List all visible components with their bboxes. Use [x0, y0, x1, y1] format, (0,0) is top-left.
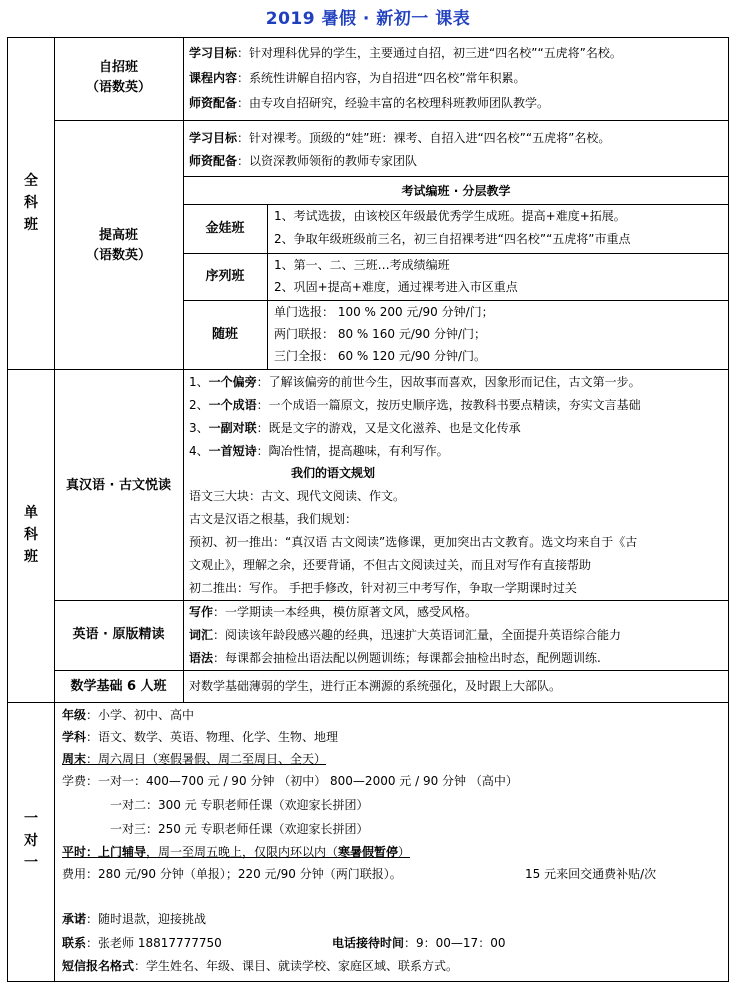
divider: [54, 702, 55, 982]
xulie-line: 1、第一、二、三班…考成绩编班: [274, 258, 450, 272]
tigao-row: 学习目标：针对裸考。顶级的“娃”班：裸考、自招入进“四名校”“五虎将”名校。: [189, 131, 611, 145]
divider: [7, 702, 729, 703]
divider: [54, 600, 729, 601]
plan-line: 预初、初一推出：“真汉语 古文阅读”选修课，更加突出古文教育。选文均来自于《古: [189, 535, 638, 549]
zizhao-row: 课程内容：系统性讲解自招内容，为自招进“四名校”常年积累。: [189, 71, 526, 85]
page-title: 2019 暑假 · 新初一 课表: [265, 9, 471, 29]
fee-line: 学费：一对一：400—700 元 / 90 分钟 （初中） 800—2000 元 / 90 分钟 （高中）: [62, 774, 518, 788]
tigao-row: 师资配备：以资深教师领衔的教师专家团队: [189, 154, 418, 168]
xulie-line: 2、巩固+提高+难度，通过裸考进入市区重点: [274, 280, 518, 294]
zizhao-row: 师资配备：由专攻自招研究，经验丰富的名校理科班教师团队教学。: [189, 96, 550, 110]
hours-line: 电话接待时间：9：00—17：00: [332, 936, 506, 950]
class-english: 英语 · 原版精读: [72, 627, 165, 642]
subclass-suiban: 随班: [211, 327, 238, 342]
english-row: 语法：每课都会抽检出语法配以例题训练；每课都会抽检出时态，配例题训练.: [189, 651, 601, 665]
divider: [183, 176, 729, 177]
jinwa-line: 1、考试选拔，由该校区年级最优秀学生成班。提高+难度+拓展。: [274, 209, 626, 223]
category-yiduiyi: 一 对 一: [24, 811, 38, 871]
jinwa-line: 2、争取年级班级前三名，初三自招裸考进“四名校”“五虎将”市重点: [274, 232, 631, 246]
class-zizhao: 自招班 （语数英）: [85, 60, 151, 95]
divider: [183, 204, 729, 205]
divider: [267, 204, 268, 369]
promise-line: 承诺：随时退款，迎接挑战: [62, 912, 207, 926]
subclass-xulie: 序列班: [205, 269, 245, 284]
weekend-line: 周末：周六周日（寒假暑假、周二至周日、全天）: [62, 752, 327, 766]
fee-line: 一对二：300 元 专职老师任课（欢迎家长拼团）: [110, 798, 369, 812]
subject-line: 学科：语文、数学、英语、物理、化学、生物、地理: [62, 730, 339, 744]
plan-title: 我们的语文规划: [290, 466, 375, 480]
zhenhanyu-item: 3、一副对联：既是文字的游戏，又是文化滋养、也是文化传承: [189, 421, 521, 435]
class-zhenhanyu: 真汉语 · 古文悦读: [66, 478, 171, 493]
divider: [183, 37, 184, 702]
zizhao-row: 学习目标：针对理科优异的学生，主要通过自招，初三进“四名校”“五虎将”名校。: [189, 46, 622, 60]
divider: [54, 670, 729, 671]
contact-line: 联系：张老师 18817777750: [62, 936, 222, 950]
divider: [183, 300, 729, 301]
zhenhanyu-item: 2、一个成语：一个成语一篇原文，按历史顺序选，按教科书要点精读，夯实文言基础: [189, 398, 641, 412]
category-quanke: 全 科 班: [24, 173, 38, 233]
plan-line: 初二推出：写作。 手把手修改，针对初三中考写作，争取一学期课时过关: [189, 581, 577, 595]
suiban-line: 单门选报： 100 % 200 元/90 分钟/门；: [274, 305, 494, 319]
plan-line: 文观止》，理解之余，还要背诵，不但古文阅读过关，而且对写作有直接帮助: [189, 558, 592, 572]
category-danke: 单 科 班: [24, 505, 38, 565]
plan-line: 语文三大块：古文、现代文阅读、作文。: [189, 489, 406, 503]
divider: [54, 120, 729, 121]
divider: [7, 369, 729, 370]
transport-line: 15 元来回交通费补贴/次: [525, 867, 657, 881]
tigao-subheader: 考试编班 · 分层教学: [401, 184, 511, 198]
suiban-line: 两门联报： 80 % 160 元/90 分钟/门；: [274, 327, 487, 341]
cost-line: 费用：280 元/90 分钟（单报）；220 元/90 分钟（两门联报）。: [62, 867, 402, 881]
fee-line: 一对三：250 元 专职老师任课（欢迎家长拼团）: [110, 822, 369, 836]
divider: [183, 253, 729, 254]
suiban-line: 三门全报： 60 % 120 元/90 分钟/门。: [274, 349, 487, 363]
plan-line: 古文是汉语之根基，我们规划：: [189, 512, 358, 526]
class-tigao: 提高班 （语数英）: [85, 228, 151, 263]
english-row: 写作：一学期读一本经典，模仿原著文风，感受风格。: [189, 605, 478, 619]
weekday-line: 平时：上门辅导，周一至周五晚上，仅限内环以内（寒暑假暂停）: [62, 845, 411, 859]
sms-line: 短信报名格式：学生姓名、年级、课目、就读学校、家庭区域、联系方式。: [62, 959, 459, 973]
divider: [54, 37, 55, 702]
class-math: 数学基础 6 人班: [70, 679, 167, 694]
math-text: 对数学基础薄弱的学生，进行正本溯源的系统强化，及时跟上大部队。: [189, 679, 562, 693]
grade-line: 年级：小学、初中、高中: [62, 708, 195, 722]
zhenhanyu-item: 4、一首短诗：陶冶性情，提高趣味，有利写作。: [189, 444, 449, 458]
zhenhanyu-item: 1、一个偏旁：了解该偏旁的前世今生，因故事而喜欢，因象形而记住，古文第一步。: [189, 375, 641, 389]
subclass-jinwa: 金娃班: [205, 221, 245, 236]
schedule-table: [7, 37, 729, 982]
english-row: 词汇：阅读该年龄段感兴趣的经典，迅速扩大英语词汇量，全面提升英语综合能力: [189, 628, 622, 642]
